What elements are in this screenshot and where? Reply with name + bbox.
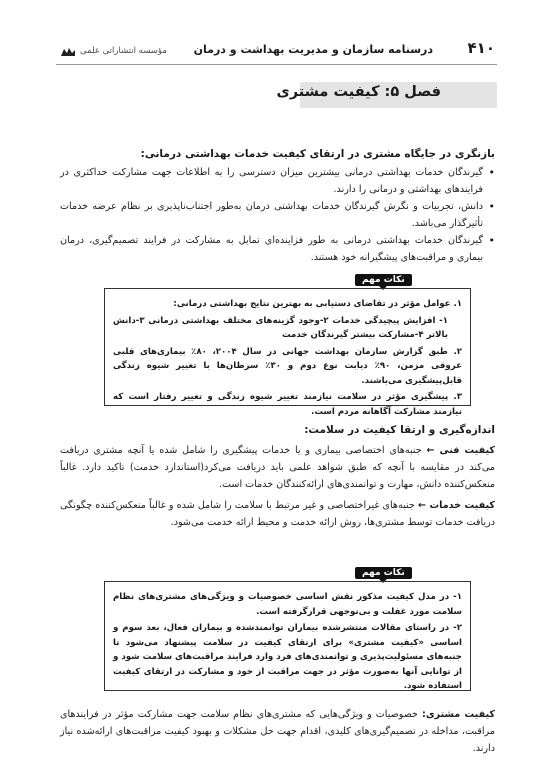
list-item: • دانش، تجربیات و نگرش گیرندگان خدمات بهداشتی درمان به‌طور اجتناب‌ناپذیری بر نظام عرضه خدمات تأثیرگذار می‌باشد. (60, 198, 495, 232)
page-number: ۴۱۰ (467, 39, 495, 57)
term-label: کیفیت مشتری: (421, 709, 495, 720)
paragraph-service-quality: کیفیت خدمات ← جنبه‌های غیراختصاصی و غیر مرتبط با سلامت را شامل شده و غالباً منعکس‌کننده چگونگی دریافت خدمات توسط مشتری‌ها، روش ارائه خدمت و محیط ارائه خدمت می‌شود. (60, 500, 495, 528)
chapter-title: فصل ۵: کیفیت مشتری (276, 84, 441, 100)
note-item: ۱. عوامل مؤثر در تقاضای دستیابی به بهترین نتایج بهداشتی درمانی: (173, 299, 462, 309)
section-heading: اندازه‌گیری و ارتقا کیفیت در سلامت: (304, 424, 495, 436)
publisher-name: مؤسسه انتشاراتی علمی (80, 46, 167, 56)
publisher-logo-icon (60, 46, 76, 58)
bullet-list (60, 164, 495, 266)
note-item: ۱- افزایش پیچیدگی خدمات ۲-وجود گزینه‌های مختلف بهداشتی درمانی ۳-دانش بالاتر ۴-مشارکت بیشتر گیرندگان خدمت (113, 315, 448, 340)
important-notes-tag: نکات مهم (355, 567, 412, 579)
important-notes-tag: نکات مهم (355, 274, 412, 286)
note-item: ۳. پیشگیری مؤثر در سلامت نیازمند تغییر شیوه زندگی و تغییر رفتار است که نیازمند مشارکت آگاهانه مردم است. (113, 392, 462, 417)
note-item: ۱- در مدل کیفیت مذکور نقش اساسی خصوصیات و ویژگی‌های مشتری‌های نظام سلامت مورد غفلت و بی‌توجهی قرارگرفته است. (113, 592, 462, 617)
page-header (0, 38, 533, 66)
header-divider (56, 64, 497, 65)
term-label: کیفیت خدمات ← (417, 500, 495, 511)
list-item: • گیرندگان خدمات بهداشتی درمانی به طور فزاینده‌ای تمایل به مشارکت در فرایند تصمیم‌گیری، درمان بیماری و مراقبت‌های پیشگیرانه خود هستند. (60, 232, 495, 266)
important-notes-box (104, 288, 471, 417)
important-notes-box (104, 581, 471, 691)
section-customer-position (60, 146, 495, 266)
section-heading: بازنگری در جایگاه مشتری در ارتقای کیفیت خدمات بهداشتی درمانی: (140, 148, 495, 160)
section-customer-quality (60, 706, 495, 757)
section-quality-measurement (60, 422, 495, 531)
note-item: ۲. طبق گزارش سازمان بهداشت جهانی در سال ۲۰۰۴، ۸۰٪ بیماری‌های قلبی عروقی مزمن، ۹۰٪ دیابت نوع دوم و ۳۰٪ سرطان‌ها با تغییر شیوه زندگی قابل‌پیشگیری می‌باشند. (113, 346, 462, 386)
book-title: درسنامه سازمان و مدیریت بهداشت و درمان (193, 43, 433, 56)
paragraph-customer-quality: کیفیت مشتری: خصوصیات و ویژگی‌هایی که مشتری‌های نظام سلامت جهت مشارکت مؤثر در فرایندهای مراقبت، مداخله در تصمیم‌گیری‌های کلیدی، اقدام جهت حل مشکلات و بهبود کیفیت مراقبت‌های ارائه‌شده نیاز دارند. (60, 709, 495, 754)
note-item: ۲- در راستای مقالات منتشرشده بیماران توانمندشده و بیماران فعال، بعد سوم و اساسی «کیفیت مشتری» برای ارتقای کیفیت در سلامت پیشنهاد می‌شود تا جنبه‌های مسئولیت‌پذیری و توانمندی‌های فرد وارد فرایند مراقبت‌های سلامت شود و از توانایی آنها به‌صورت مؤثر در جهت مراقبت از خود و مشارکت در ارتقای کیفیت استفاده شود. (113, 623, 462, 691)
term-label: کیفیت فنی ← (426, 445, 495, 456)
list-item: • گیرندگان خدمات بهداشتی درمانی بیشترین میزان دسترسی را به اطلاعات جهت مشارکت حداکثری در فرایندهای بهداشتی و درمانی را دارند. (60, 164, 495, 198)
paragraph-technical-quality: کیفیت فنی ← جنبه‌های اختصاصی بیماری و یا خدمات پیشگیری را شامل شده یا آنچه مشتری دریافت می‌کند در مقایسه با آنچه که طبق شواهد علمی باید دریافت می‌کرد(استاندارد خدمت) تاکید دارد. غالباً منعکس‌کننده دانش، مهارت و توانمندی‌های ارائه‌کنندگان خدمات است. (60, 445, 495, 490)
